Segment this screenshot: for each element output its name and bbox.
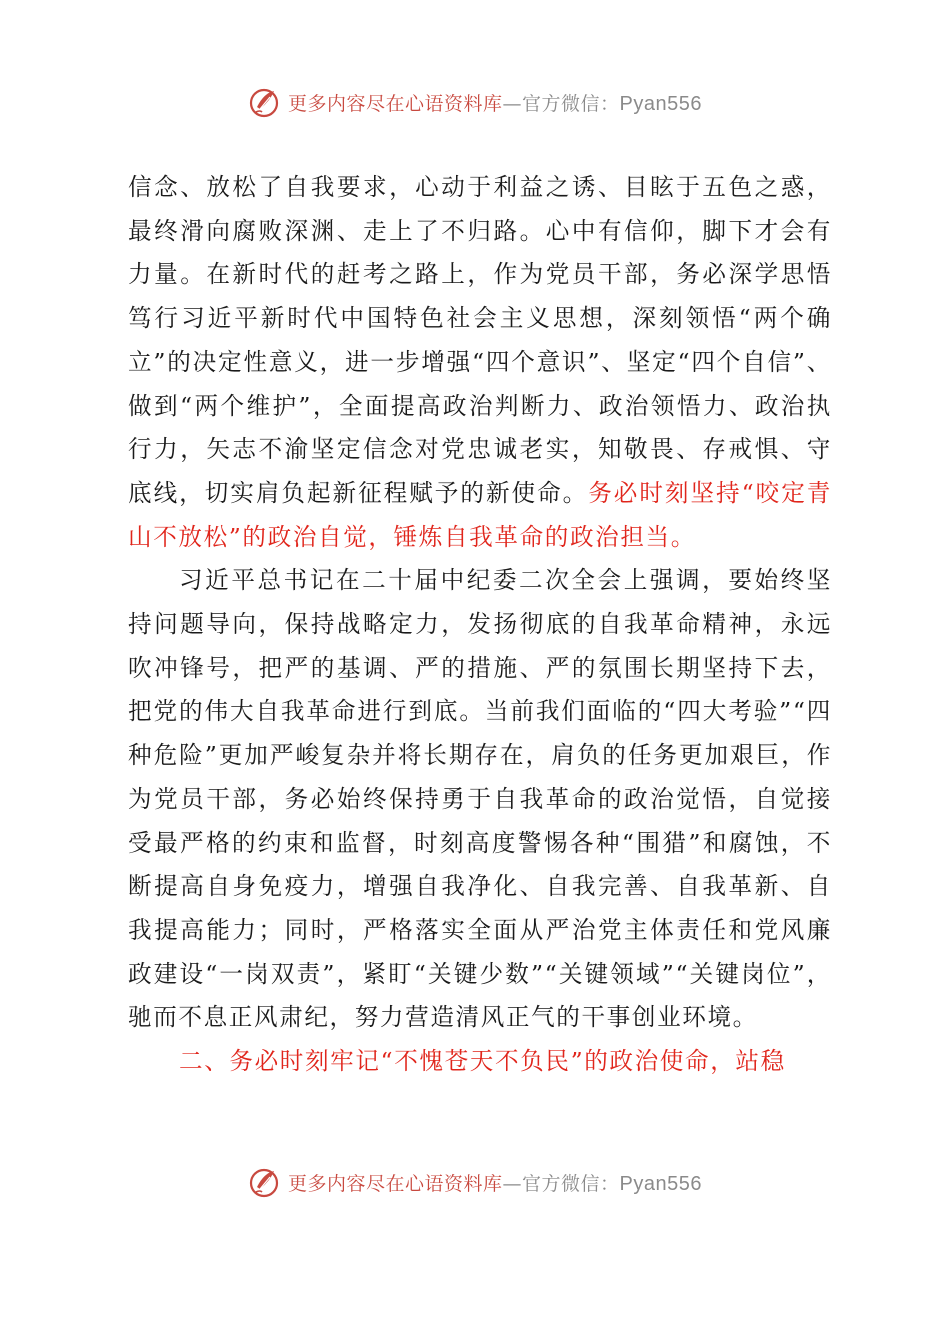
section-heading: 二、务必时刻牢记“不愧苍天不负民”的政治使命，站稳 [179,1047,786,1076]
footer-brand-text: 更多内容尽在心语资料库 [288,1172,503,1195]
paragraph-1-emphasis: 务必时刻坚持“咬定青山不放松”的政治自觉，锤炼自我革命的政治担当。 [128,478,832,551]
footer-wechat-id: Pyan556 [619,1172,702,1195]
header-dash: — [502,92,523,115]
header-brand-text: 更多内容尽在心语资料库 [288,92,503,115]
footer-dash: — [502,1172,523,1195]
header-banner-text [288,89,702,116]
footer-banner [0,1160,950,1204]
footer-banner-text [288,1169,702,1196]
paragraph-1 [128,166,832,559]
header-wechat-label: 官方微信： [522,92,620,115]
brand-logo-icon [248,85,282,119]
document-body [128,166,832,1084]
brand-logo-icon [248,1165,282,1199]
paragraph-2: 习近平总书记在二十届中纪委二次全会上强调，要始终坚持问题导向，保持战略定力，发扬彻底的自我革命精神，永远吹冲锋号，把严的基调、严的措施、严的氛围长期坚持下去，把党的伟大自我革命进行到底。当前我们面临的“四大考验”“四种危险”更加严峻复杂并将长期存在，肩负的任务更加艰巨，作为党员干部，务必始终保持勇于自我革命的政治觉悟，自觉接受最严格的约束和监督，时刻高度警惕各种“围猎”和腐蚀，不断提高自身免疫力，增强自我净化、自我完善、自我革新、自我提高能力；同时，严格落实全面从严治党主体责任和党风廉政建设“一岗双责”，紧盯“关键少数”“关键领域”“关键岗位”，驰而不息正风肃纪，努力营造清风正气的干事创业环境。 [128,566,832,1032]
paragraph-1-text: 信念、放松了自我要求，心动于利益之诱、目眩于五色之惑，最终滑向腐败深渊、走上了不归路。心中有信仰，脚下才会有力量。在新时代的赶考之路上，作为党员干部，务必深学思悟笃行习近平新时代中国特色社会主义思想，深刻领悟“两个确立”的决定性意义，进一步增强“四个意识”、坚定“四个自信”、做到“两个维护”，全面提高政治判断力、政治领悟力、政治执行力，矢志不渝坚定信念对党忠诚老实，知敬畏、存戒惧、守底线，切实肩负起新征程赋予的新使命。 [128,173,832,507]
header-banner [0,80,950,124]
footer-wechat-label: 官方微信： [522,1172,620,1195]
header-wechat-id: Pyan556 [619,92,702,115]
